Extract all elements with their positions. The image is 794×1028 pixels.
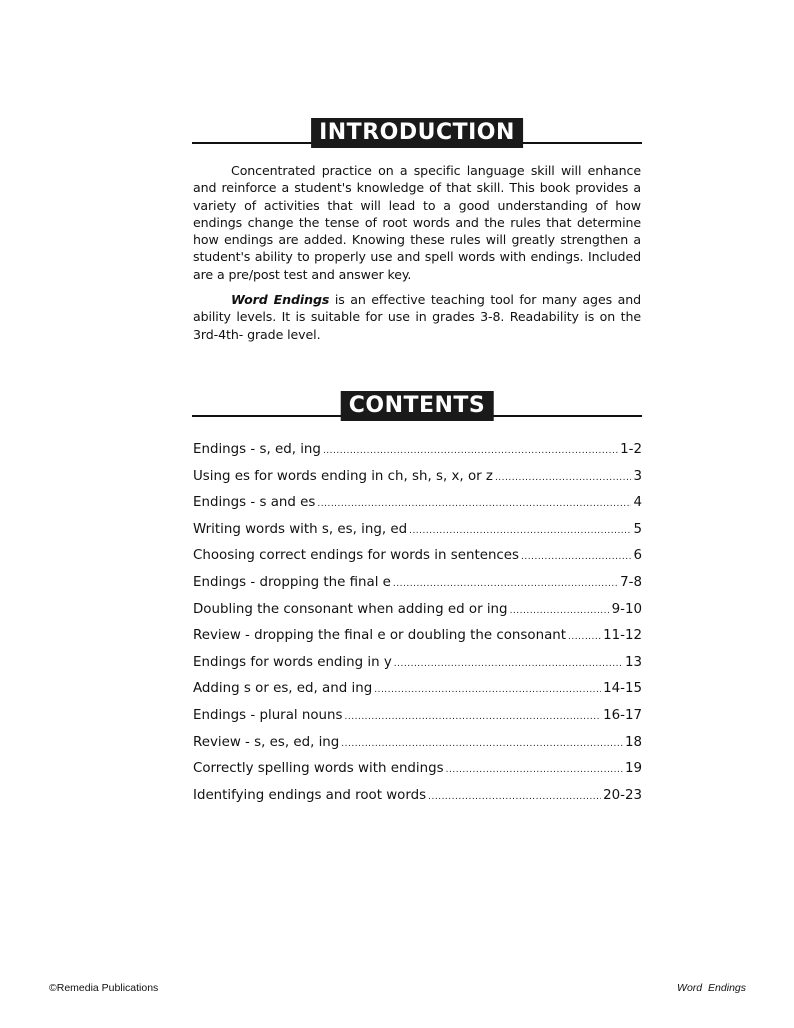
toc-leader-dots	[510, 600, 610, 621]
contents-title: CONTENTS	[341, 391, 494, 421]
introduction-paragraph-1: Concentrated practice on a specific language skill will enhance and reinforce a student's knowledge of that skill. This book provides a variety of activities that will lead to a good understanding of how endings change the tense of root words and the rules that determine how endings are added. Knowing these rules will greatly strengthen a student's ability to properly use and spell words with endings. Included are a pre/post test and answer key.	[193, 163, 641, 282]
toc-entry-label: Review - s, es, ed, ing	[193, 734, 340, 750]
toc-leader-dots	[345, 706, 602, 727]
toc-entry	[193, 546, 642, 573]
toc-entry-page: 19	[624, 761, 642, 777]
toc-entry	[193, 600, 642, 627]
toc-entry	[193, 679, 642, 706]
toc-leader-dots	[323, 440, 618, 461]
toc-entry	[193, 626, 642, 653]
toc-leader-dots	[495, 467, 632, 488]
introduction-paragraph-2	[193, 291, 641, 343]
toc-leader-dots	[317, 493, 631, 514]
toc-entry	[193, 733, 642, 760]
toc-leader-dots	[428, 786, 601, 807]
toc-leader-dots	[446, 759, 623, 780]
footer-publisher: ©Remedia Publications	[49, 982, 159, 994]
toc-leader-dots	[409, 520, 631, 541]
toc-entry-page: 9-10	[611, 601, 642, 617]
introduction-paragraph-2-rest: is an effective teaching tool for many ages and ability levels. It is suitable for use in grades 3-8. Readability is on the 3rd-4th- grade level.	[193, 292, 641, 342]
toc-entry-label: Endings for words ending in y	[193, 654, 392, 670]
toc-entry-label: Endings - plural nouns	[193, 707, 343, 723]
introduction-title: INTRODUCTION	[311, 118, 523, 148]
toc-entry-label: Using es for words ending in ch, sh, s, x, or z	[193, 468, 493, 484]
toc-entry	[193, 786, 642, 813]
toc-leader-dots	[341, 733, 623, 754]
toc-entry-label: Choosing correct endings for words in sentences	[193, 548, 520, 564]
toc-entry	[193, 706, 642, 733]
toc-entry-page: 1-2	[620, 442, 642, 457]
toc-entry-page: 13	[624, 654, 642, 670]
toc-entry	[193, 467, 642, 494]
toc-entry-page: 11-12	[603, 628, 642, 644]
toc-entry	[193, 440, 642, 467]
toc-leader-dots	[393, 573, 618, 594]
toc-entry-label: Review - dropping the final e or doubling the consonant	[193, 628, 567, 644]
introduction-heading	[192, 114, 642, 148]
toc-entry	[193, 493, 642, 520]
toc-entry	[193, 573, 642, 600]
toc-entry-label: Writing words with s, es, ing, ed	[193, 521, 408, 537]
toc-entry-page: 7-8	[620, 574, 642, 590]
toc-entry-page: 20-23	[603, 787, 642, 803]
toc-entry	[193, 653, 642, 680]
toc-entry-page: 3	[633, 468, 642, 484]
contents-heading	[192, 387, 642, 421]
toc-entry-page: 5	[633, 521, 642, 537]
toc-entry	[193, 759, 642, 786]
footer-book-title: Word Endings	[677, 982, 746, 994]
toc-entry-label: Endings - s, ed, ing	[193, 442, 321, 457]
toc-entry-label: Endings - s and es	[193, 495, 316, 511]
toc-entry-label: Identifying endings and root words	[193, 787, 427, 803]
toc-leader-dots	[394, 653, 623, 674]
toc-leader-dots	[521, 546, 631, 567]
toc-entry-page: 18	[624, 734, 642, 750]
toc-entry	[193, 520, 642, 547]
toc-entry-page: 6	[633, 548, 642, 564]
toc-entry-label: Doubling the consonant when adding ed or ing	[193, 601, 508, 617]
toc-entry-label: Correctly spelling words with endings	[193, 761, 444, 777]
toc-entry-label: Adding s or es, ed, and ing	[193, 681, 373, 697]
book-title-emphasis: Word Endings	[231, 292, 330, 308]
table-of-contents	[193, 440, 642, 812]
introduction-text	[193, 162, 641, 351]
toc-entry-page: 16-17	[603, 707, 642, 723]
toc-leader-dots	[568, 626, 601, 647]
toc-entry-label: Endings - dropping the final e	[193, 574, 391, 590]
toc-entry-page: 4	[633, 495, 642, 511]
toc-entry-page: 14-15	[603, 681, 642, 697]
toc-leader-dots	[374, 679, 601, 700]
